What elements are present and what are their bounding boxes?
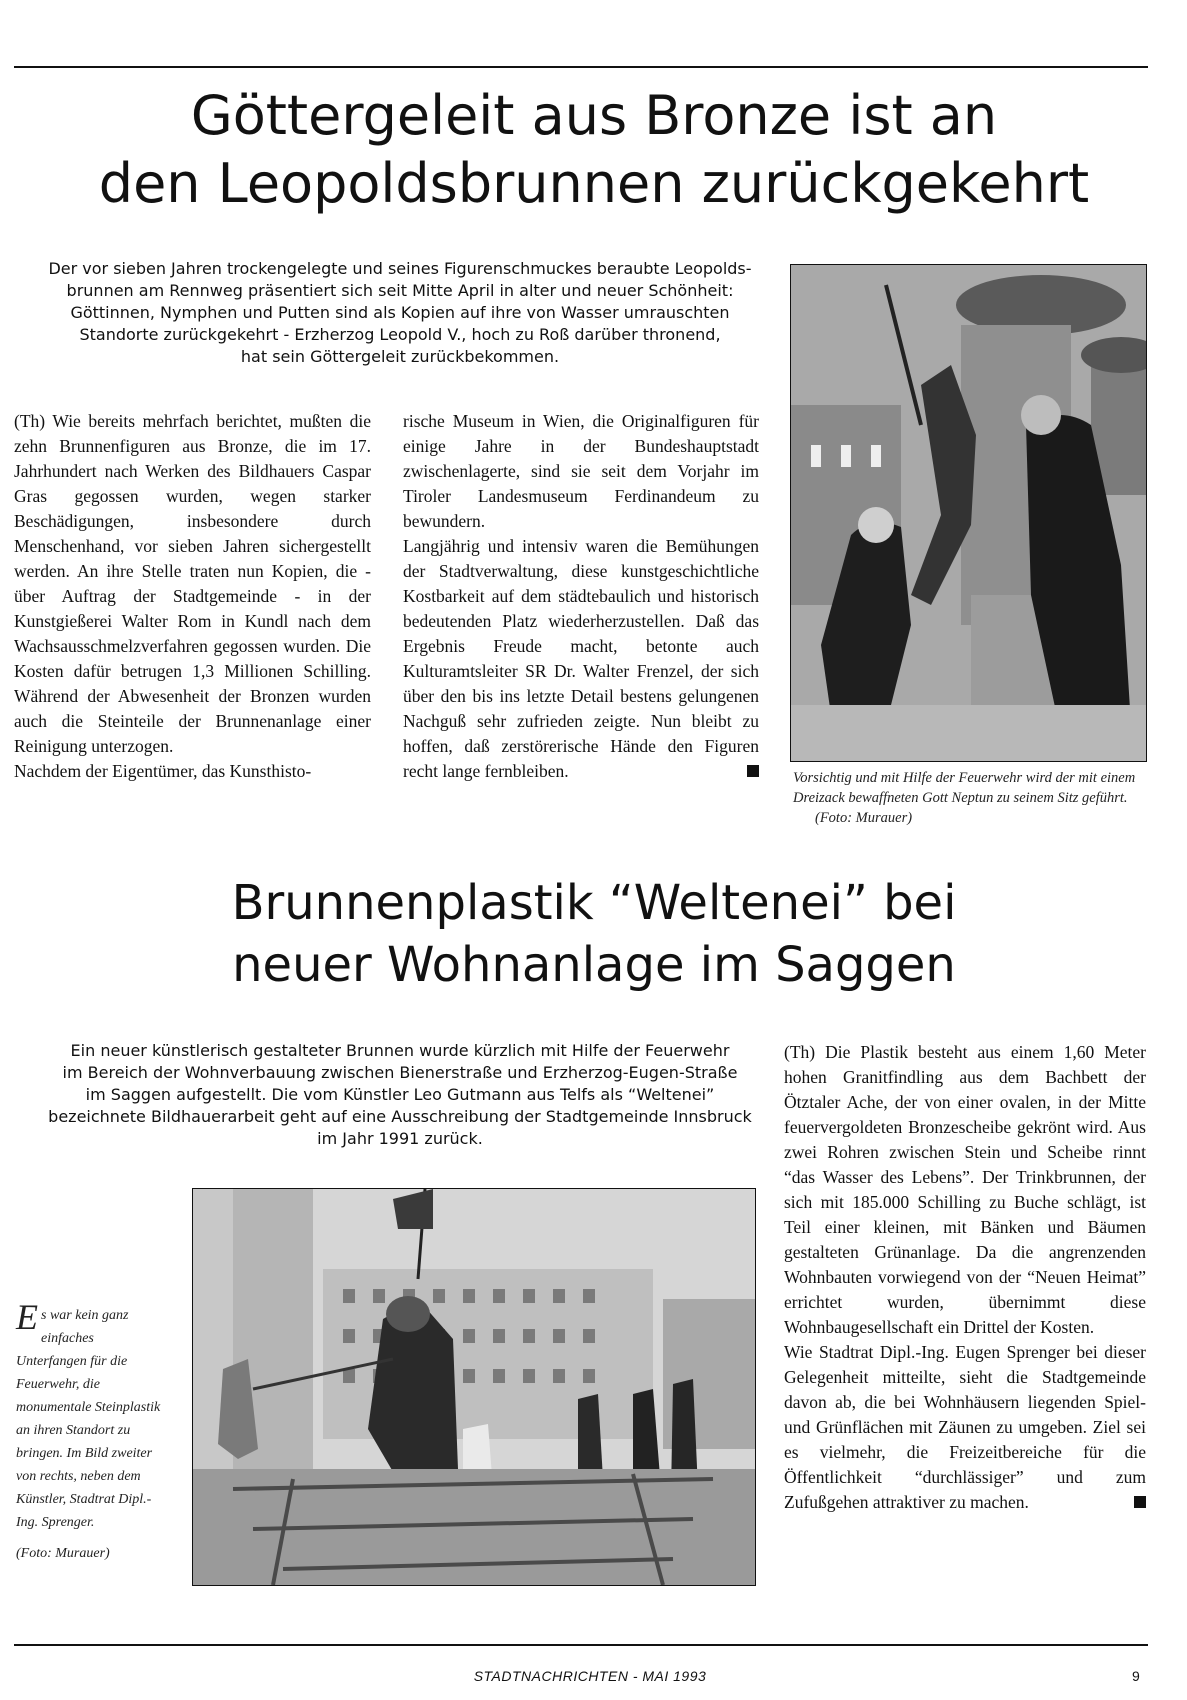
caption-text: s war kein ganz einfaches Unterfangen für die Feuerwehr, die monumentale Steinplastik an ihren Standort zu bringen. Im Bild zweiter von rechts, neben dem Künstler, Stadtrat Dipl.-Ing. Sprenger. bbox=[16, 1308, 161, 1530]
article2-headline-line2: neuer Wohnanlage im Saggen bbox=[232, 937, 956, 993]
lead-line: Der vor sieben Jahren trockengelegte und seines Figurenschmuckes beraubte Leopolds- bbox=[48, 259, 752, 278]
top-rule bbox=[14, 66, 1148, 68]
article2-headline-line1: Brunnenplastik “Weltenei” bei bbox=[231, 875, 957, 931]
article1-headline bbox=[14, 82, 1174, 218]
article1-column1 bbox=[14, 409, 371, 784]
fountain-photo-illustration bbox=[791, 265, 1146, 761]
fountain-photo bbox=[790, 264, 1147, 762]
weltenei-photo-caption bbox=[16, 1297, 166, 1565]
body-paragraph: rische Museum in Wien, die Originalfiguren für einige Jahre in der Bundeshauptstadt zwischenlagerte, sind sie seit dem Vorjahr im Tiroler Landesmuseum Ferdinandeum zu bewundern. bbox=[403, 411, 759, 531]
photo-credit: (Foto: Murauer) bbox=[815, 810, 913, 826]
article2-lead bbox=[40, 1040, 760, 1150]
lead-line: bezeichnete Bildhauerarbeit geht auf eine Ausschreibung der Stadtgemeinde Innsbruck bbox=[48, 1107, 752, 1126]
drop-cap: E bbox=[16, 1297, 38, 1337]
lead-line: Ein neuer künstlerisch gestalteter Brunnen wurde kürzlich mit Hilfe der Feuerwehr bbox=[70, 1041, 730, 1060]
body-paragraph: Langjährig und intensiv waren die Bemühungen der Stadtverwaltung, diese kunstgeschichtliche Kostbarkeit auf dem städtebaulich und historisch bedeutenden Platz wiederherzustellen. Daß das Ergebnis Freude macht, betonte auch Kulturamtsleiter SR Dr. Walter Frenzel, der sich über den bis ins letzte Detail bestens gelungenen Nachguß sehr zufrieden zeigte. Nun bleibt zu hoffen, daß zerstörerische Hände den Figuren recht lange fernbleiben. bbox=[403, 536, 759, 781]
weltenei-photo bbox=[192, 1188, 756, 1586]
body-paragraph: Nachdem der Eigentümer, das Kunsthisto- bbox=[14, 761, 312, 781]
footer-publication: STADTNACHRICHTEN - MAI 1993 bbox=[473, 1668, 707, 1684]
article2-column bbox=[784, 1040, 1146, 1515]
article2-headline bbox=[14, 872, 1174, 996]
body-paragraph: Wie Stadtrat Dipl.-Ing. Eugen Sprenger bei dieser Gelegenheit mitteilte, sieht die Stadtgemeinde davon ab, die bei Wohnhäusern liegenden Spiel- und Grünflächen mit Zäunen zu umgeben. Ziel sei es vielmehr, die Freizeitbereiche für die Öffentlichkeit “durchlässiger” und zum Zufußgehen attraktiver zu machen. bbox=[784, 1342, 1146, 1512]
body-paragraph: (Th) Wie bereits mehrfach berichtet, mußten die zehn Brunnenfiguren aus Bronze, die im 17. Jahrhundert nach Werken des Bildhauers Caspar Gras gegossen wurden, wegen starker Beschädigungen, insbesondere durch Menschenhand, vor sieben Jahren sichergestellt werden. An ihre Stelle traten nun Kopien, die - über Auftrag der Stadtgemeinde - in der Kunstgießerei Walter Rom in Kundl nach dem Wachsausschmelzverfahren gegossen wurden. Die Kosten dafür betrugen 1,3 Millionen Schilling. Während der Abwesenheit der Bronzen wurden auch die Steinteile der Brunnenanlage einer Reinigung unterzogen. bbox=[14, 411, 371, 756]
end-mark bbox=[1134, 1496, 1146, 1508]
photo-credit: (Foto: Murauer) bbox=[16, 1546, 110, 1561]
article1-lead bbox=[20, 258, 780, 368]
lead-line: hat sein Göttergeleit zurückbekommen. bbox=[240, 347, 560, 366]
end-mark bbox=[747, 765, 759, 777]
lead-line: im Saggen aufgestellt. Die vom Künstler Leo Gutmann aus Telfs als “Weltenei” bbox=[85, 1085, 715, 1104]
page-number: 9 bbox=[1132, 1668, 1140, 1684]
article1-column2 bbox=[403, 409, 759, 784]
bottom-rule bbox=[14, 1644, 1148, 1646]
lead-line: Göttinnen, Nymphen und Putten sind als Kopien auf ihre von Wasser umrauschten bbox=[70, 303, 730, 322]
lead-line: brunnen am Rennweg präsentiert sich seit Mitte April in alter und neuer Schönheit: bbox=[66, 281, 734, 300]
weltenei-photo-illustration bbox=[193, 1189, 755, 1585]
lead-line: Standorte zurückgekehrt - Erzherzog Leopold V., hoch zu Roß darüber thronend, bbox=[79, 325, 721, 344]
article1-headline-line2: den Leopoldsbrunnen zurückgekehrt bbox=[98, 152, 1090, 215]
caption-text: Vorsichtig und mit Hilfe der Feuerwehr wird der mit einem Dreizack bewaffneten Gott Neptun zu seinem Sitz geführt. bbox=[793, 770, 1136, 806]
article1-headline-line1: Göttergeleit aus Bronze ist an bbox=[190, 84, 998, 147]
lead-line: im Bereich der Wohnverbauung zwischen Bienerstraße und Erzherzog-Eugen-Straße bbox=[62, 1063, 738, 1082]
body-paragraph: (Th) Die Plastik besteht aus einem 1,60 Meter hohen Granitfindling aus dem Bachbett der Ötztaler Ache, der von einer ovalen, in der Mitte feuervergoldeten Bronzescheibe gekrönt wird. Aus zwei Rohren zwischen Stein und Scheibe rinnt “das Wasser des Lebens”. Der Trinkbrunnen, der sich mit 185.000 Schilling zu Buche schlägt, ist Teil einer kleinen, mit Bänken und Bäumen gestalteten Grünanlage. Da die angrenzenden Wohnbauten vorwiegend von der “Neuen Heimat” errichtet wurden, übernimmt diese Wohnbaugesellschaft ein Drittel der Kosten. bbox=[784, 1042, 1146, 1337]
fountain-photo-caption bbox=[793, 768, 1145, 828]
lead-line: im Jahr 1991 zurück. bbox=[317, 1129, 483, 1148]
